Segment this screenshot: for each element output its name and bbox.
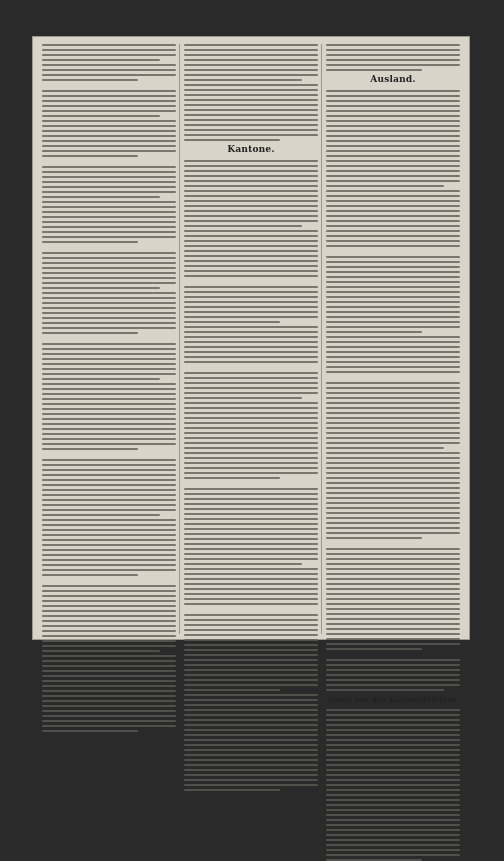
section-heading: Kantone. bbox=[227, 145, 275, 155]
column-divider bbox=[179, 44, 180, 634]
text-block bbox=[184, 44, 318, 141]
section-heading: Anzug aus den Kantonsblättern. bbox=[326, 695, 460, 704]
text-block bbox=[326, 44, 460, 71]
left-column bbox=[42, 44, 176, 634]
section-heading: Ausland. bbox=[370, 75, 416, 85]
column-divider bbox=[321, 44, 322, 634]
newspaper-page bbox=[32, 36, 470, 704]
center-column bbox=[184, 44, 318, 634]
text-block bbox=[184, 160, 318, 791]
text-block bbox=[42, 44, 176, 732]
right-column bbox=[326, 44, 460, 704]
text-block bbox=[326, 90, 460, 691]
text-block bbox=[326, 709, 460, 861]
